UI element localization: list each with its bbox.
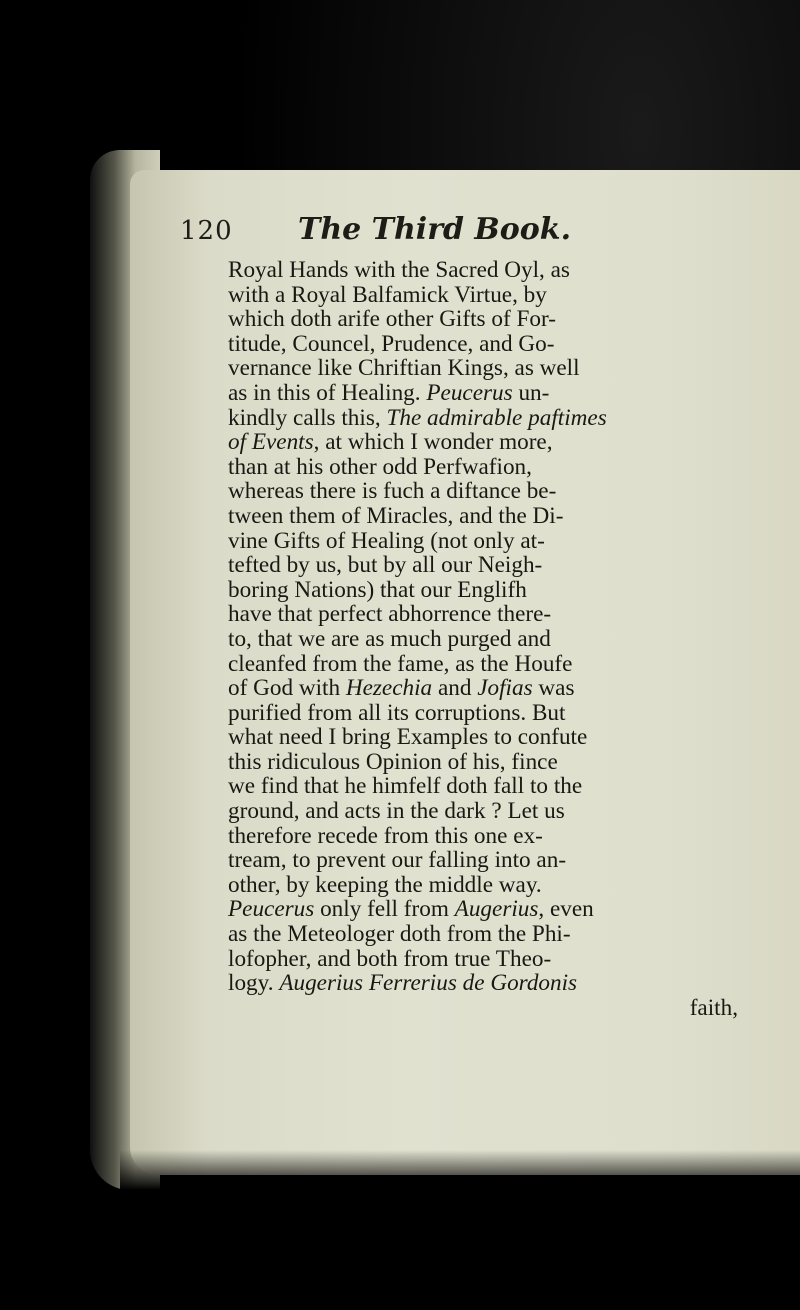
text-line <box>228 479 768 504</box>
body-text <box>228 258 768 1020</box>
text-line <box>228 652 768 677</box>
italic-text: Hezechia <box>345 675 433 702</box>
text-run: tween them of Miracles, and the Di- <box>228 502 564 529</box>
text-run: kindly calls this, <box>228 404 387 431</box>
text-run: logy. <box>228 970 280 997</box>
text-line <box>228 824 768 849</box>
text-line <box>228 725 768 750</box>
text-line <box>228 602 768 627</box>
text-run: tream, to prevent our falling into an- <box>228 847 567 874</box>
text-run: , even <box>538 896 594 923</box>
text-run: we find that he himfelf doth fall to the <box>228 773 583 800</box>
text-line <box>228 553 768 578</box>
text-line <box>228 848 768 873</box>
text-line <box>228 701 768 726</box>
text-run: of God with <box>228 675 346 702</box>
text-line <box>228 258 768 283</box>
text-run: faith, <box>689 994 738 1021</box>
text-run: tefted by us, but by all our Neigh- <box>228 552 543 579</box>
text-run: to, that we are as much purged and <box>228 625 551 652</box>
text-run: , at which I wonder more, <box>313 429 553 456</box>
text-run: with a Royal Balfamick Virtue, by <box>228 281 547 308</box>
text-run: boring Nations) that our Englifh <box>228 576 527 603</box>
text-run: this ridiculous Opinion of his, fince <box>228 748 558 775</box>
text-line <box>228 971 768 996</box>
text-run: and <box>432 675 478 702</box>
italic-text: Peucerus <box>426 379 513 406</box>
italic-text: of Events <box>228 429 314 456</box>
text-line <box>228 996 768 1021</box>
text-line <box>228 947 768 972</box>
text-run: have that perfect abhorrence there- <box>228 601 552 628</box>
text-run: as in this of Healing. <box>228 379 427 406</box>
text-line <box>228 799 768 824</box>
text-line <box>228 332 768 357</box>
text-run: was <box>532 675 575 702</box>
text-line <box>228 307 768 332</box>
text-line <box>228 897 768 922</box>
text-line <box>228 922 768 947</box>
text-run: titude, Councel, Prudence, and Go- <box>228 330 555 357</box>
italic-text: Augerius Ferrerius de Gordonis <box>279 970 578 997</box>
text-run: cleanfed from the fame, as the Houfe <box>228 650 573 677</box>
text-run: un- <box>512 379 550 406</box>
text-line <box>228 873 768 898</box>
text-run: ground, and acts in the dark ? Let us <box>228 798 565 825</box>
text-run: Royal Hands with the Sacred Oyl, as <box>228 257 570 283</box>
text-line <box>228 381 768 406</box>
text-run: lofopher, and both from true Theo- <box>228 945 552 972</box>
text-run: which doth arife other Gifts of For- <box>228 306 556 333</box>
text-line <box>228 455 768 480</box>
running-head: The Third Book. <box>298 212 572 247</box>
text-run: than at his other odd Perfwafion, <box>228 453 532 480</box>
text-line <box>228 283 768 308</box>
text-run: vine Gifts of Healing (not only at- <box>228 527 545 554</box>
text-line <box>228 627 768 652</box>
text-line <box>228 356 768 381</box>
text-line <box>228 676 768 701</box>
text-line <box>228 529 768 554</box>
text-run: only fell from <box>314 896 455 923</box>
italic-text: Jofias <box>477 675 533 702</box>
text-run: therefore recede from this one ex- <box>228 822 543 849</box>
italic-text: The admirable paftimes <box>386 404 607 431</box>
text-line <box>228 504 768 529</box>
text-line <box>228 774 768 799</box>
text-run: other, by keeping the middle way. <box>228 871 542 898</box>
page-bottom-shadow <box>120 1150 800 1190</box>
text-run: as the Meteologer doth from the Phi- <box>228 921 571 948</box>
italic-text: Augerius <box>454 896 539 923</box>
text-run: whereas there is fuch a diftance be- <box>228 478 557 505</box>
text-run: purified from all its corruptions. But <box>228 699 566 726</box>
page-number: 120 <box>180 216 233 246</box>
text-run: what need I bring Examples to confute <box>228 724 588 751</box>
italic-text: Peucerus <box>228 896 315 923</box>
text-line <box>228 750 768 775</box>
text-line <box>228 578 768 603</box>
page-header <box>180 210 700 254</box>
text-line <box>228 430 768 455</box>
text-run: vernance like Chriftian Kings, as well <box>228 355 580 382</box>
text-line <box>228 406 768 431</box>
